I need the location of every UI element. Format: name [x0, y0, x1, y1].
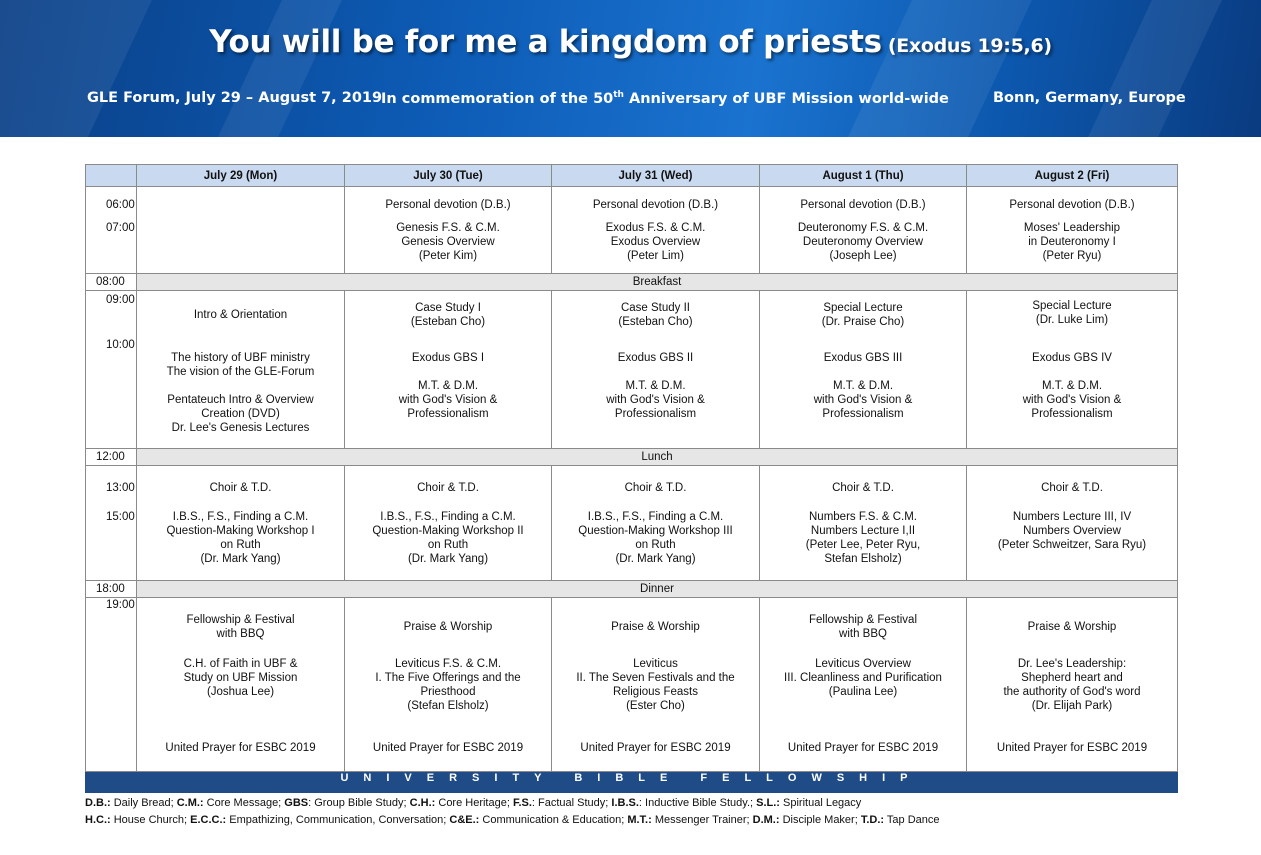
schedule-cell: Fellowship & Festival with BBQ C.H. of Faith in UBF & Study on UBF Mission (Joshua Lee) United Prayer for ESBC 2019: [137, 598, 345, 772]
forum-dates: GLE Forum, July 29 – August 7, 2019: [87, 90, 383, 106]
time-header: [86, 165, 137, 187]
time-cell: 12:00: [86, 449, 137, 466]
breakfast-row: [86, 273, 1178, 290]
schedule-cell: Choir & T.D. I.B.S., F.S., Finding a C.M. Question-Making Workshop II on Ruth (Dr. Mark Yang): [345, 466, 552, 581]
day-header: July 30 (Tue): [345, 165, 552, 187]
schedule-cell: Praise & Worship Leviticus F.S. & C.M. I. The Five Offerings and the Priesthood (Stefan Elsholz) United Prayer for ESBC 2019: [345, 598, 552, 772]
schedule-cell: Personal devotion (D.B.) Deuteronomy F.S. & C.M. Deuteronomy Overview (Joseph Lee): [760, 187, 967, 273]
legend-line-1: D.B.: Daily Bread; C.M.: Core Message; GBS: Group Bible Study; C.H.: Core Heritage; F.S.: Factual Study; I.B.S.: Inductive Bible Study.; S.L.: Spiritual Legacy: [85, 797, 862, 809]
schedule-cell: Personal devotion (D.B.) Genesis F.S. & C.M. Genesis Overview (Peter Kim): [345, 187, 552, 273]
time-cell: 13:00 15:00: [86, 466, 137, 581]
time-cell: 18:00: [86, 580, 137, 597]
break-label: Breakfast: [137, 273, 1178, 290]
schedule-cell: Choir & T.D. I.B.S., F.S., Finding a C.M. Question-Making Workshop I on Ruth (Dr. Mark Yang): [137, 466, 345, 581]
evening-row: [86, 598, 1178, 772]
footer-bar-row: [86, 771, 1178, 792]
schedule-cell: Choir & T.D. I.B.S., F.S., Finding a C.M. Question-Making Workshop III on Ruth (Dr. Mark Yang): [552, 466, 760, 581]
day-header: August 2 (Fri): [967, 165, 1178, 187]
header-banner: [0, 0, 1261, 137]
schedule-cell: Special Lecture (Dr. Praise Cho) Exodus GBS III M.T. & D.M. with God's Vision & Professionalism: [760, 290, 967, 449]
organization-name: UNIVERSITY BIBLE FELLOWSHIP: [86, 771, 1178, 792]
header-row: [86, 165, 1178, 187]
schedule-cell: Choir & T.D. Numbers F.S. & C.M. Numbers Lecture I,II (Peter Lee, Peter Ryu, Stefan Elsholz): [760, 466, 967, 581]
commemoration-text: In commemoration of the 50th Anniversary of UBF Mission world-wide: [381, 90, 949, 107]
schedule-cell: Intro & Orientation The history of UBF ministry The vision of the GLE-Forum Pentateuch Intro & Overview Creation (DVD) Dr. Lee's Genesis Lectures: [137, 290, 345, 449]
page-title: [0, 24, 1261, 60]
location: Bonn, Germany, Europe: [993, 90, 1186, 106]
schedule-cell: Choir & T.D. Numbers Lecture III, IV Numbers Overview (Peter Schweitzer, Sara Ryu): [967, 466, 1178, 581]
schedule-table: [85, 164, 1178, 793]
day-header: August 1 (Thu): [760, 165, 967, 187]
schedule-cell: Case Study I (Esteban Cho) Exodus GBS I M.T. & D.M. with God's Vision & Professionalism: [345, 290, 552, 449]
schedule-cell: Fellowship & Festival with BBQ Leviticus Overview III. Cleanliness and Purification (Paulina Lee) United Prayer for ESBC 2019: [760, 598, 967, 772]
schedule-cell: Praise & Worship Dr. Lee's Leadership: Shepherd heart and the authority of God's word (Dr. Elijah Park) United Prayer for ESBC 2019: [967, 598, 1178, 772]
time-cell: 09:00 10:00: [86, 290, 137, 449]
day-header: July 31 (Wed): [552, 165, 760, 187]
forenoon-row: [86, 290, 1178, 449]
title-reference: (Exodus 19:5,6): [887, 35, 1052, 57]
day-header: July 29 (Mon): [137, 165, 345, 187]
time-cell: 08:00: [86, 273, 137, 290]
morning-row: [86, 187, 1178, 273]
dinner-row: [86, 580, 1178, 597]
schedule-cell: Case Study II (Esteban Cho) Exodus GBS II M.T. & D.M. with God's Vision & Professionalism: [552, 290, 760, 449]
schedule-cell: Personal devotion (D.B.) Moses' Leadership in Deuteronomy I (Peter Ryu): [967, 187, 1178, 273]
time-cell: 06:00 07:00: [86, 187, 137, 273]
time-cell: 19:00: [86, 598, 137, 772]
schedule-cell: [137, 187, 345, 273]
legend-line-2: H.C.: House Church; E.C.C.: Empathizing, Communication, Conversation; C&E.: Communication & Education; M.T.: Messenger Trainer; D.M.: Disciple Maker; T.D.: Tap Dance: [85, 814, 940, 826]
title-text: You will be for me a kingdom of priests: [209, 24, 882, 60]
lunch-row: [86, 449, 1178, 466]
schedule-cell: Praise & Worship Leviticus II. The Seven Festivals and the Religious Feasts (Ester Cho) United Prayer for ESBC 2019: [552, 598, 760, 772]
break-label: Dinner: [137, 580, 1178, 597]
afternoon-row: [86, 466, 1178, 581]
schedule-cell: Personal devotion (D.B.) Exodus F.S. & C.M. Exodus Overview (Peter Lim): [552, 187, 760, 273]
break-label: Lunch: [137, 449, 1178, 466]
schedule-cell: Special Lecture (Dr. Luke Lim) Exodus GBS IV M.T. & D.M. with God's Vision & Professionalism: [967, 290, 1178, 449]
